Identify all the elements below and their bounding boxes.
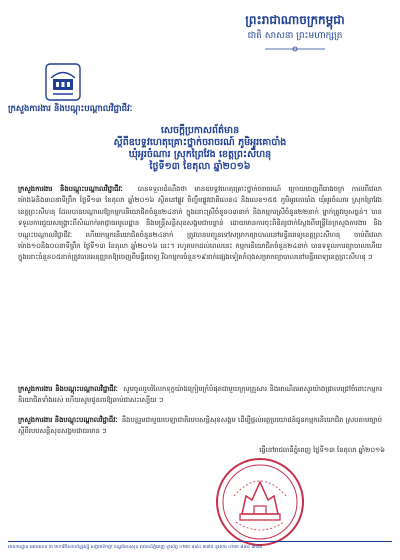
ornament-divider [265,46,325,52]
ministry-emblem-icon [44,62,82,102]
headline-line-1: សេចក្តីប្រកាសព័ត៌មាន [160,125,240,136]
paragraph-3 [18,415,382,438]
headline-line-2: ស្តីពីឧបទ្ទវហេតុគ្រោះថ្នាក់ចរាចរណ៍ ភូមិអូរគោបាំង [113,137,287,148]
official-seal-icon [214,456,306,548]
national-motto: ជាតិ សាសនា ព្រះមហាក្សត្រ [247,31,343,41]
ministry-name: ក្រសួងការងារ និងបណ្តុះបណ្តាលវិជ្ជាជីវៈ [8,104,133,114]
dateline: ធ្វើនៅរាជធានីភ្នំពេញ ថ្ងៃទី១៣ ខែតុលា ឆ្នាំ២០១៦ [259,446,385,454]
headline-line-3: ឃុំអូរចំណារ ស្រុកព្រៃវែង ខេត្តព្រះសីហនុ [128,149,272,160]
paragraph-2-lead: ក្រសួងការងារ និងបណ្តុះបណ្តាលវិជ្ជាជីវៈ [18,385,118,393]
footer-divider [8,541,392,542]
footer-address: អាសយដ្ឋាន អគារលេខ ៣ មហាវិថីសហព័ន្ធរុស្ស៊ី សង្កាត់ទឹកថ្លា ខណ្ឌសែនសុខ រាជធានីភ្នំពេញ ទូរស័ព្ទ ០២៣ ៨៨៤ ៣៧៥ ទូរសារ ០២៣ ៨៨៤ ៣៧៦ [8,545,263,550]
paragraph-1-lead: ក្រសួងការងារ និងបណ្តុះបណ្តាលវិជ្ជាជីវៈ [18,185,123,193]
paragraph-1-body: បានទទួលដំណឹងថា មានឧបទ្ទវហេតុគ្រោះថ្នាក់ចរាចរណ៍ ក្រោយចេញពីរោងចក្រ កាលពីវេលាម៉ោង៦និង៣០នាទីព្រឹក ថ្ងៃទី១៣ ខែតុលា ឆ្នាំ២០១៦ ស្ថិតនៅផ្លូវ ចិញ្ចឹមផ្លូវជាតិលេខ៤ និងលេខ១៥៥ ភូមិអូរគោបាំង ឃុំអូរចំណារ ស្រុកព្រៃវែង ខេត្តព្រះសីហនុ ដែលបានបណ្តាលឱ្យកម្មករនិយោជិតចំនួន២៤នាក់ ក្នុងនោះស្រីចំនួន០៣នាក់ និងកម្មករស្រីចំនួន២២នាក់ ម្នាក់ត្រូវរបួសធ្ងន់។ បានទទួលការជួយសង្គ្រោះពីសំណាក់អាជ្ញាធរមូលដ្ឋាន និងមន្ត្រីសន្តិសុខសង្គមជាបន្ទាន់ ដោយមានការចុះពិនិត្យជាក់ស្តែងពីមន្ត្រីនៃក្រសួងការងារ និងបណ្តុះបណ្តាលវិជ្ជាជីវៈ ហើយកម្មករនិយោជិតចំនួន២៤នាក់ ត្រូវបានបញ្ជូនទៅសម្រាកព្យាបាលនៅមន្ទីរពេទ្យខេត្តព្រះសីហនុ ចាប់ពីវេលាម៉ោង១០និង០០នាទីព្រឹក ថ្ងៃទី១៣ ខែតុលា ឆ្នាំ២០១៦ នេះ។ រហូតមកដល់ពេលនេះ កម្មករនិយោជិតចំនួន២៤នាក់ បានទទួលការព្យាបាលហើយ ក្នុងនោះចំនួន០៥នាក់ត្រូវបានអនុញ្ញាតឱ្យចេញពីមន្ទីរពេទ្យ រីឯកម្មករចំនួន១៩នាក់ផ្សេងទៀតកំពុងសម្រាកព្យាបាលនៅមន្ទីរពេទ្យខេត្តព្រះសីហនុ ៗ [18,185,382,262]
kingdom-title: ព្រះរាជាណាចក្រកម្ពុជា [245,13,345,27]
paragraph-2 [18,384,382,407]
paragraph-2-body: សូមចូលរួមរំលែកទុក្ខយ៉ាងក្រៀមក្រំបំផុតជាមួយក្រុមគ្រួសារ និងអាណិតអាសូរយ៉ាងជ្រាលជ្រៅចំពោះកម្មករនិយោជិតទាំងអស់ ហើយសូមជូនពរឱ្យឆាប់ជាសះស្បើយ ៗ [18,385,383,405]
paragraph-3-body: នឹងបន្តរួមជាមួយបេឡាជាតិរបបសន្តិសុខសង្គម ដើម្បីផ្តល់អត្ថប្រយោជន៍ជូនកម្មករនិយោជិត ស្របតាមច្បាប់ស្តីពីរបបសន្តិសុខសង្គមជាធរមាន ៗ [18,416,382,436]
headline-line-4: ថ្ងៃទី១៣ ខែតុលា ឆ្នាំ២០១៦ [149,161,251,172]
paragraph-3-lead: ក្រសួងការងារ និងបណ្តុះបណ្តាលវិជ្ជាជីវៈ [18,416,118,424]
